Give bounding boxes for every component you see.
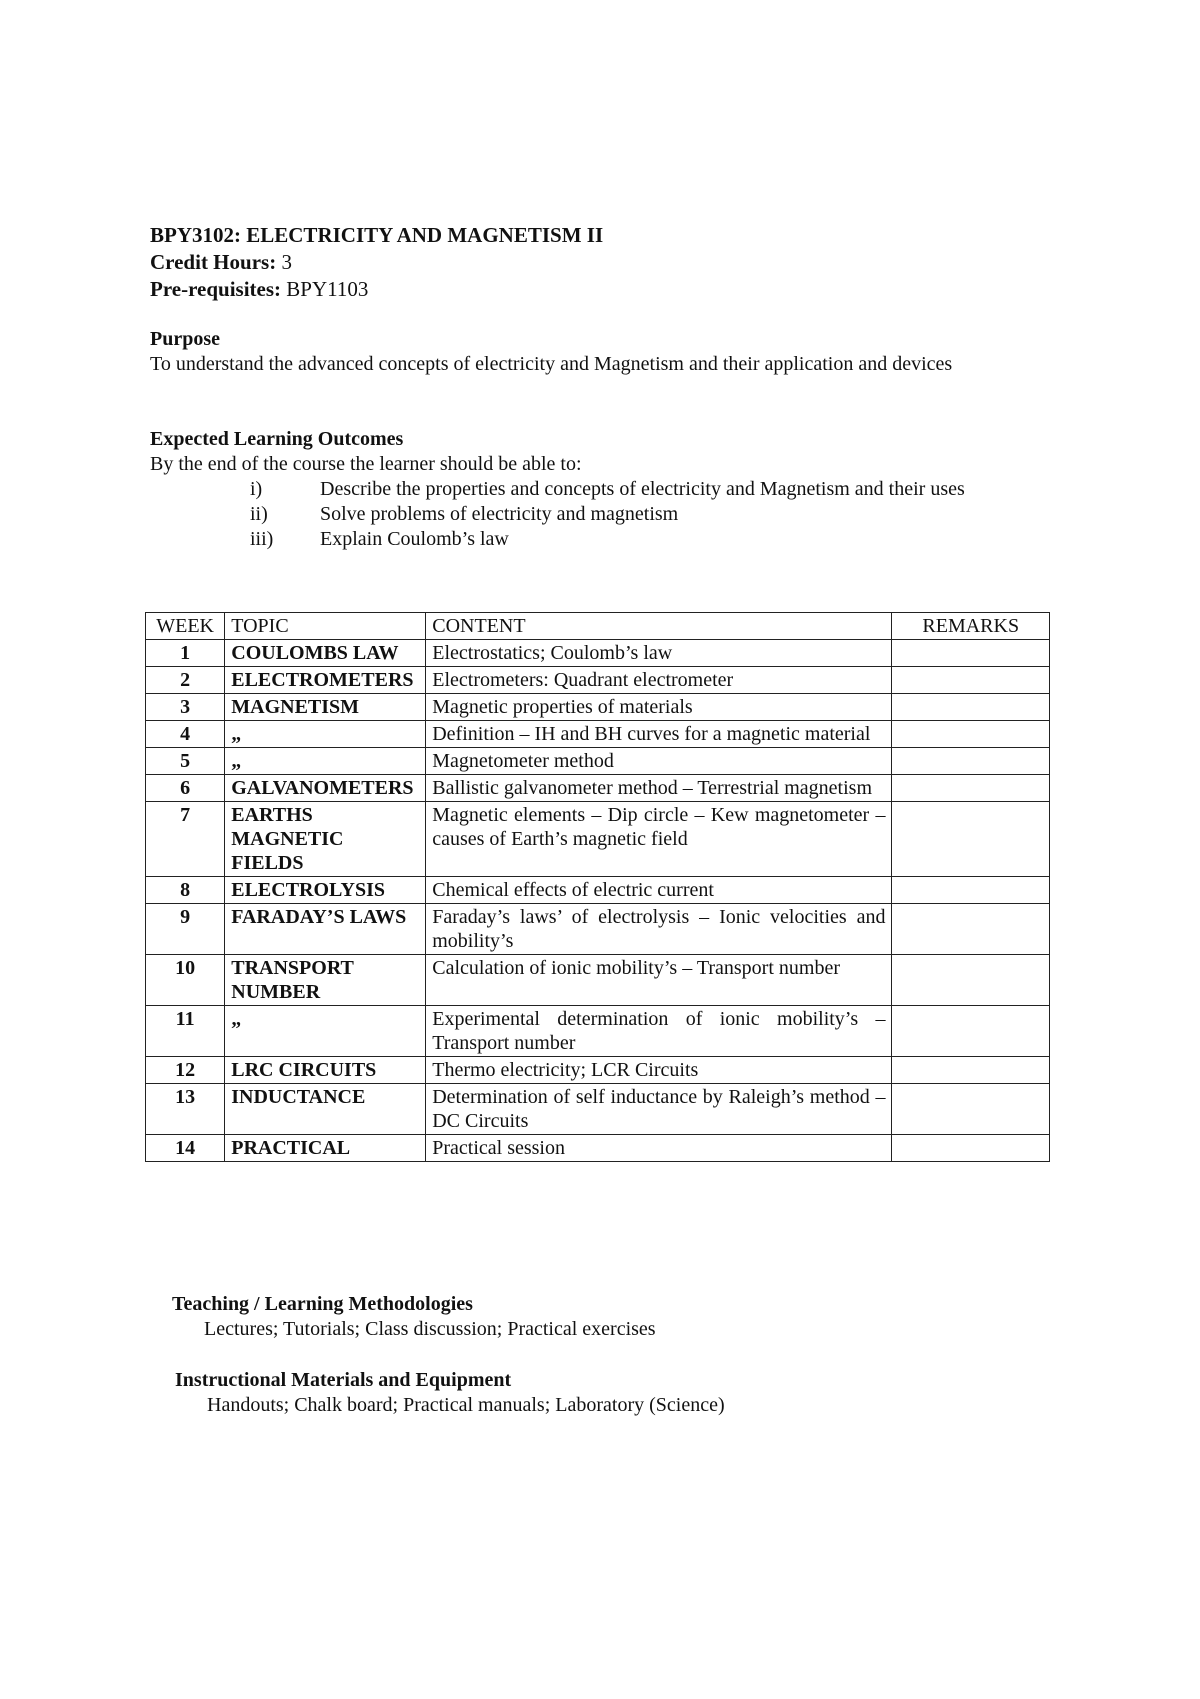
remarks-cell [892,1057,1050,1084]
week-cell: 2 [146,667,225,694]
outcomes-list [250,477,1050,552]
content-cell: Magnetic properties of materials [426,694,892,721]
topic-cell: ELECTROLYSIS [225,877,426,904]
outcomes-heading: Expected Learning Outcomes [150,428,404,450]
topic-cell: ELECTROMETERS [225,667,426,694]
content-cell: Faraday’s laws’ of electrolysis – Ionic velocities and mobility’s [426,904,892,955]
course-header [150,222,603,303]
remarks-cell [892,802,1050,877]
content-cell: Ballistic galvanometer method – Terrestrial magnetism [426,775,892,802]
list-item [250,477,1050,502]
week-cell: 11 [146,1006,225,1057]
week-cell: 1 [146,640,225,667]
week-cell: 8 [146,877,225,904]
purpose-text: To understand the advanced concepts of electricity and Magnetism and their application and devices [150,353,953,375]
topic-cell: MAGNETISM [225,694,426,721]
content-cell: Thermo electricity; LCR Circuits [426,1057,892,1084]
methods-text: Lectures; Tutorials; Class discussion; Practical exercises [204,1318,656,1340]
table-row [146,1006,1050,1057]
topic-cell: EARTHS MAGNETIC FIELDS [225,802,426,877]
table-row [146,721,1050,748]
materials-text: Handouts; Chalk board; Practical manuals; Laboratory (Science) [207,1394,725,1416]
table-row [146,904,1050,955]
content-cell: Electrometers: Quadrant electrometer [426,667,892,694]
table-row [146,1135,1050,1162]
list-item-text: Solve problems of electricity and magnetism [320,503,679,525]
remarks-cell [892,904,1050,955]
remarks-cell [892,1084,1050,1135]
remarks-cell [892,775,1050,802]
credit-hours-value: 3 [281,250,292,274]
course-code: BPY3102: [150,223,241,247]
header-topic: TOPIC [225,613,426,640]
content-cell: Determination of self inductance by Raleigh’s method – DC Circuits [426,1084,892,1135]
list-item-text: Describe the properties and concepts of electricity and Magnetism and their uses [320,478,965,500]
outcomes-intro: By the end of the course the learner should be able to: [150,453,582,475]
purpose-heading: Purpose [150,328,220,350]
content-cell: Electrostatics; Coulomb’s law [426,640,892,667]
topic-cell: GALVANOMETERS [225,775,426,802]
table-row [146,667,1050,694]
methods-section [172,1292,656,1342]
content-cell: Experimental determination of ionic mobility’s – Transport number [426,1006,892,1057]
content-cell: Practical session [426,1135,892,1162]
table-row [146,748,1050,775]
header-week: WEEK [146,613,225,640]
purpose-section [150,327,1050,377]
remarks-cell [892,694,1050,721]
week-cell: 12 [146,1057,225,1084]
remarks-cell [892,1135,1050,1162]
topic-cell: TRANSPORT NUMBER [225,955,426,1006]
week-cell: 9 [146,904,225,955]
table-row [146,694,1050,721]
week-cell: 3 [146,694,225,721]
week-cell: 6 [146,775,225,802]
content-cell: Definition – IH and BH curves for a magnetic material [426,721,892,748]
week-cell: 13 [146,1084,225,1135]
topic-cell: INDUCTANCE [225,1084,426,1135]
table-row [146,955,1050,1006]
remarks-cell [892,1006,1050,1057]
list-item-number: iii) [250,528,274,550]
table-row [146,775,1050,802]
list-item-number: i) [250,478,263,500]
week-cell: 4 [146,721,225,748]
credit-hours-line [150,249,603,276]
course-title-line [150,222,603,249]
table-row [146,802,1050,877]
materials-heading: Instructional Materials and Equipment [175,1369,512,1391]
remarks-cell [892,748,1050,775]
content-cell: Magnetic elements – Dip circle – Kew magnetometer – causes of Earth’s magnetic field [426,802,892,877]
topic-cell: COULOMBS LAW [225,640,426,667]
syllabus-table [145,612,1050,1162]
week-cell: 10 [146,955,225,1006]
materials-section [175,1368,725,1418]
list-item [250,527,1050,552]
prerequisites-value: BPY1103 [286,277,369,301]
table-row [146,640,1050,667]
list-item-text: Explain Coulomb’s law [320,528,509,550]
prerequisites-line [150,276,603,303]
topic-cell: „ [225,721,426,748]
remarks-cell [892,640,1050,667]
content-cell: Magnetometer method [426,748,892,775]
remarks-cell [892,877,1050,904]
week-cell: 14 [146,1135,225,1162]
list-item-number: ii) [250,503,268,525]
topic-cell: FARADAY’S LAWS [225,904,426,955]
topic-cell: PRACTICAL [225,1135,426,1162]
table-row [146,877,1050,904]
course-title: ELECTRICITY AND MAGNETISM II [246,223,604,247]
header-content: CONTENT [426,613,892,640]
table-header-row [146,613,1050,640]
methods-heading: Teaching / Learning Methodologies [172,1293,473,1315]
remarks-cell [892,955,1050,1006]
week-cell: 5 [146,748,225,775]
content-cell: Chemical effects of electric current [426,877,892,904]
topic-cell: LRC CIRCUITS [225,1057,426,1084]
credit-hours-label: Credit Hours: [150,250,277,274]
header-remarks: REMARKS [892,613,1050,640]
topic-cell: „ [225,1006,426,1057]
table-row [146,1057,1050,1084]
list-item [250,502,1050,527]
topic-cell: „ [225,748,426,775]
remarks-cell [892,721,1050,748]
outcomes-section [150,427,1050,552]
content-cell: Calculation of ionic mobility’s – Transport number [426,955,892,1006]
table-row [146,1084,1050,1135]
week-cell: 7 [146,802,225,877]
remarks-cell [892,667,1050,694]
prerequisites-label: Pre-requisites: [150,277,282,301]
